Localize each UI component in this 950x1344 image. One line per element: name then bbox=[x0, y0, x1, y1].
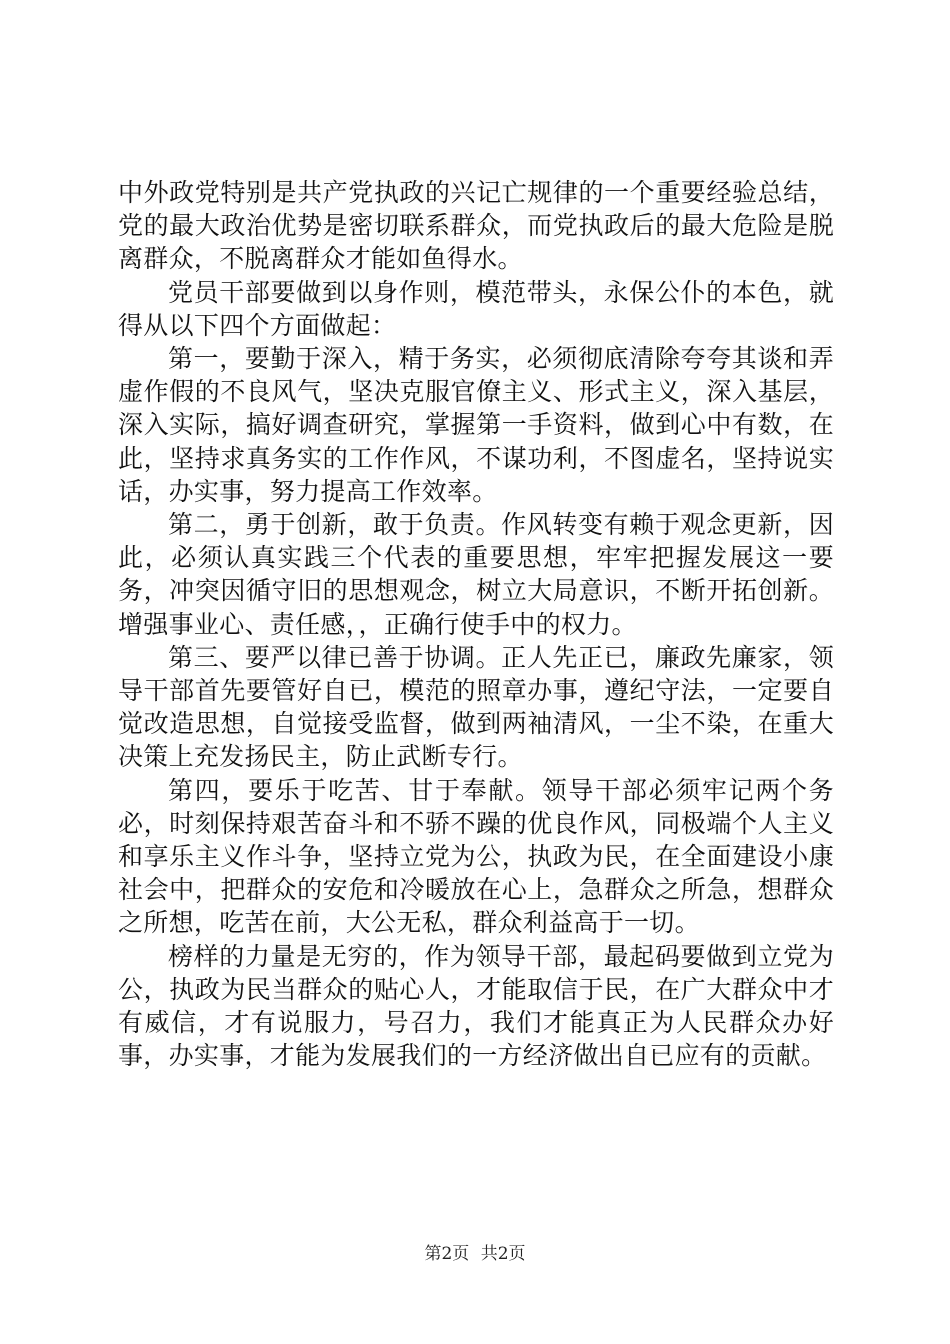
page-footer bbox=[0, 1243, 950, 1265]
document-body bbox=[118, 176, 834, 1072]
page-number-current: 第2页 bbox=[424, 1244, 470, 1264]
page-number-total: 共2页 bbox=[480, 1244, 526, 1264]
paragraph-point-1: 第一，要勤于深入，精于务实，必须彻底清除夸夸其谈和弄虚作假的不良风气，坚决克服官僚主义、形式主义，深入基层，深入实际，搞好调查研究，掌握第一手资料，做到心中有数，在此，坚持求真务实的工作作风，不谋功利，不图虚名，坚持说实话，办实事，努力提高工作效率。 bbox=[118, 344, 834, 506]
paragraph-point-4: 第四，要乐于吃苦、甘于奉献。领导干部必须牢记两个务必，时刻保持艰苦奋斗和不骄不躁的优良作风，同极端个人主义和享乐主义作斗争，坚持立党为公，执政为民，在全面建设小康社会中，把群众的安危和冷暖放在心上，急群众之所急，想群众之所想，吃苦在前，大公无私，群众利益高于一切。 bbox=[118, 775, 834, 938]
paragraph-conclusion: 榜样的力量是无穷的，作为领导干部，最起码要做到立党为公，执政为民当群众的贴心人，才能取信于民，在广大群众中才有威信，才有说服力，号召力，我们才能真正为人民群众办好事，办实事，才能为发展我们的一方经济做出自已应有的贡献。 bbox=[118, 941, 834, 1071]
paragraph-point-3: 第三、要严以律已善于协调。正人先正已，廉政先廉家，领导干部首先要管好自已，模范的照章办事，遵纪守法，一定要自觉改造思想，自觉接受监督，做到两袖清风，一尘不染，在重大决策上充发扬民主，防止武断专行。 bbox=[118, 642, 834, 772]
paragraph-continuation: 中外政党特别是共产党执政的兴记亡规律的一个重要经验总结，党的最大政治优势是密切联系群众，而党执政后的最大危险是脱离群众，不脱离群众才能如鱼得水。 bbox=[118, 178, 834, 274]
paragraph-intro: 党员干部要做到以身作则，模范带头，永保公仆的本色，就得从以下四个方面做起： bbox=[118, 277, 834, 340]
paragraph-point-2: 第二，勇于创新，敢于负责。作风转变有赖于观念更新，因此，必须认真实践三个代表的重要思想，牢牢把握发展这一要务，冲突因循守旧的思想观念，树立大局意识，不断开拓创新。增强事业心、责任感，，正确行使手中的权力。 bbox=[118, 510, 834, 639]
